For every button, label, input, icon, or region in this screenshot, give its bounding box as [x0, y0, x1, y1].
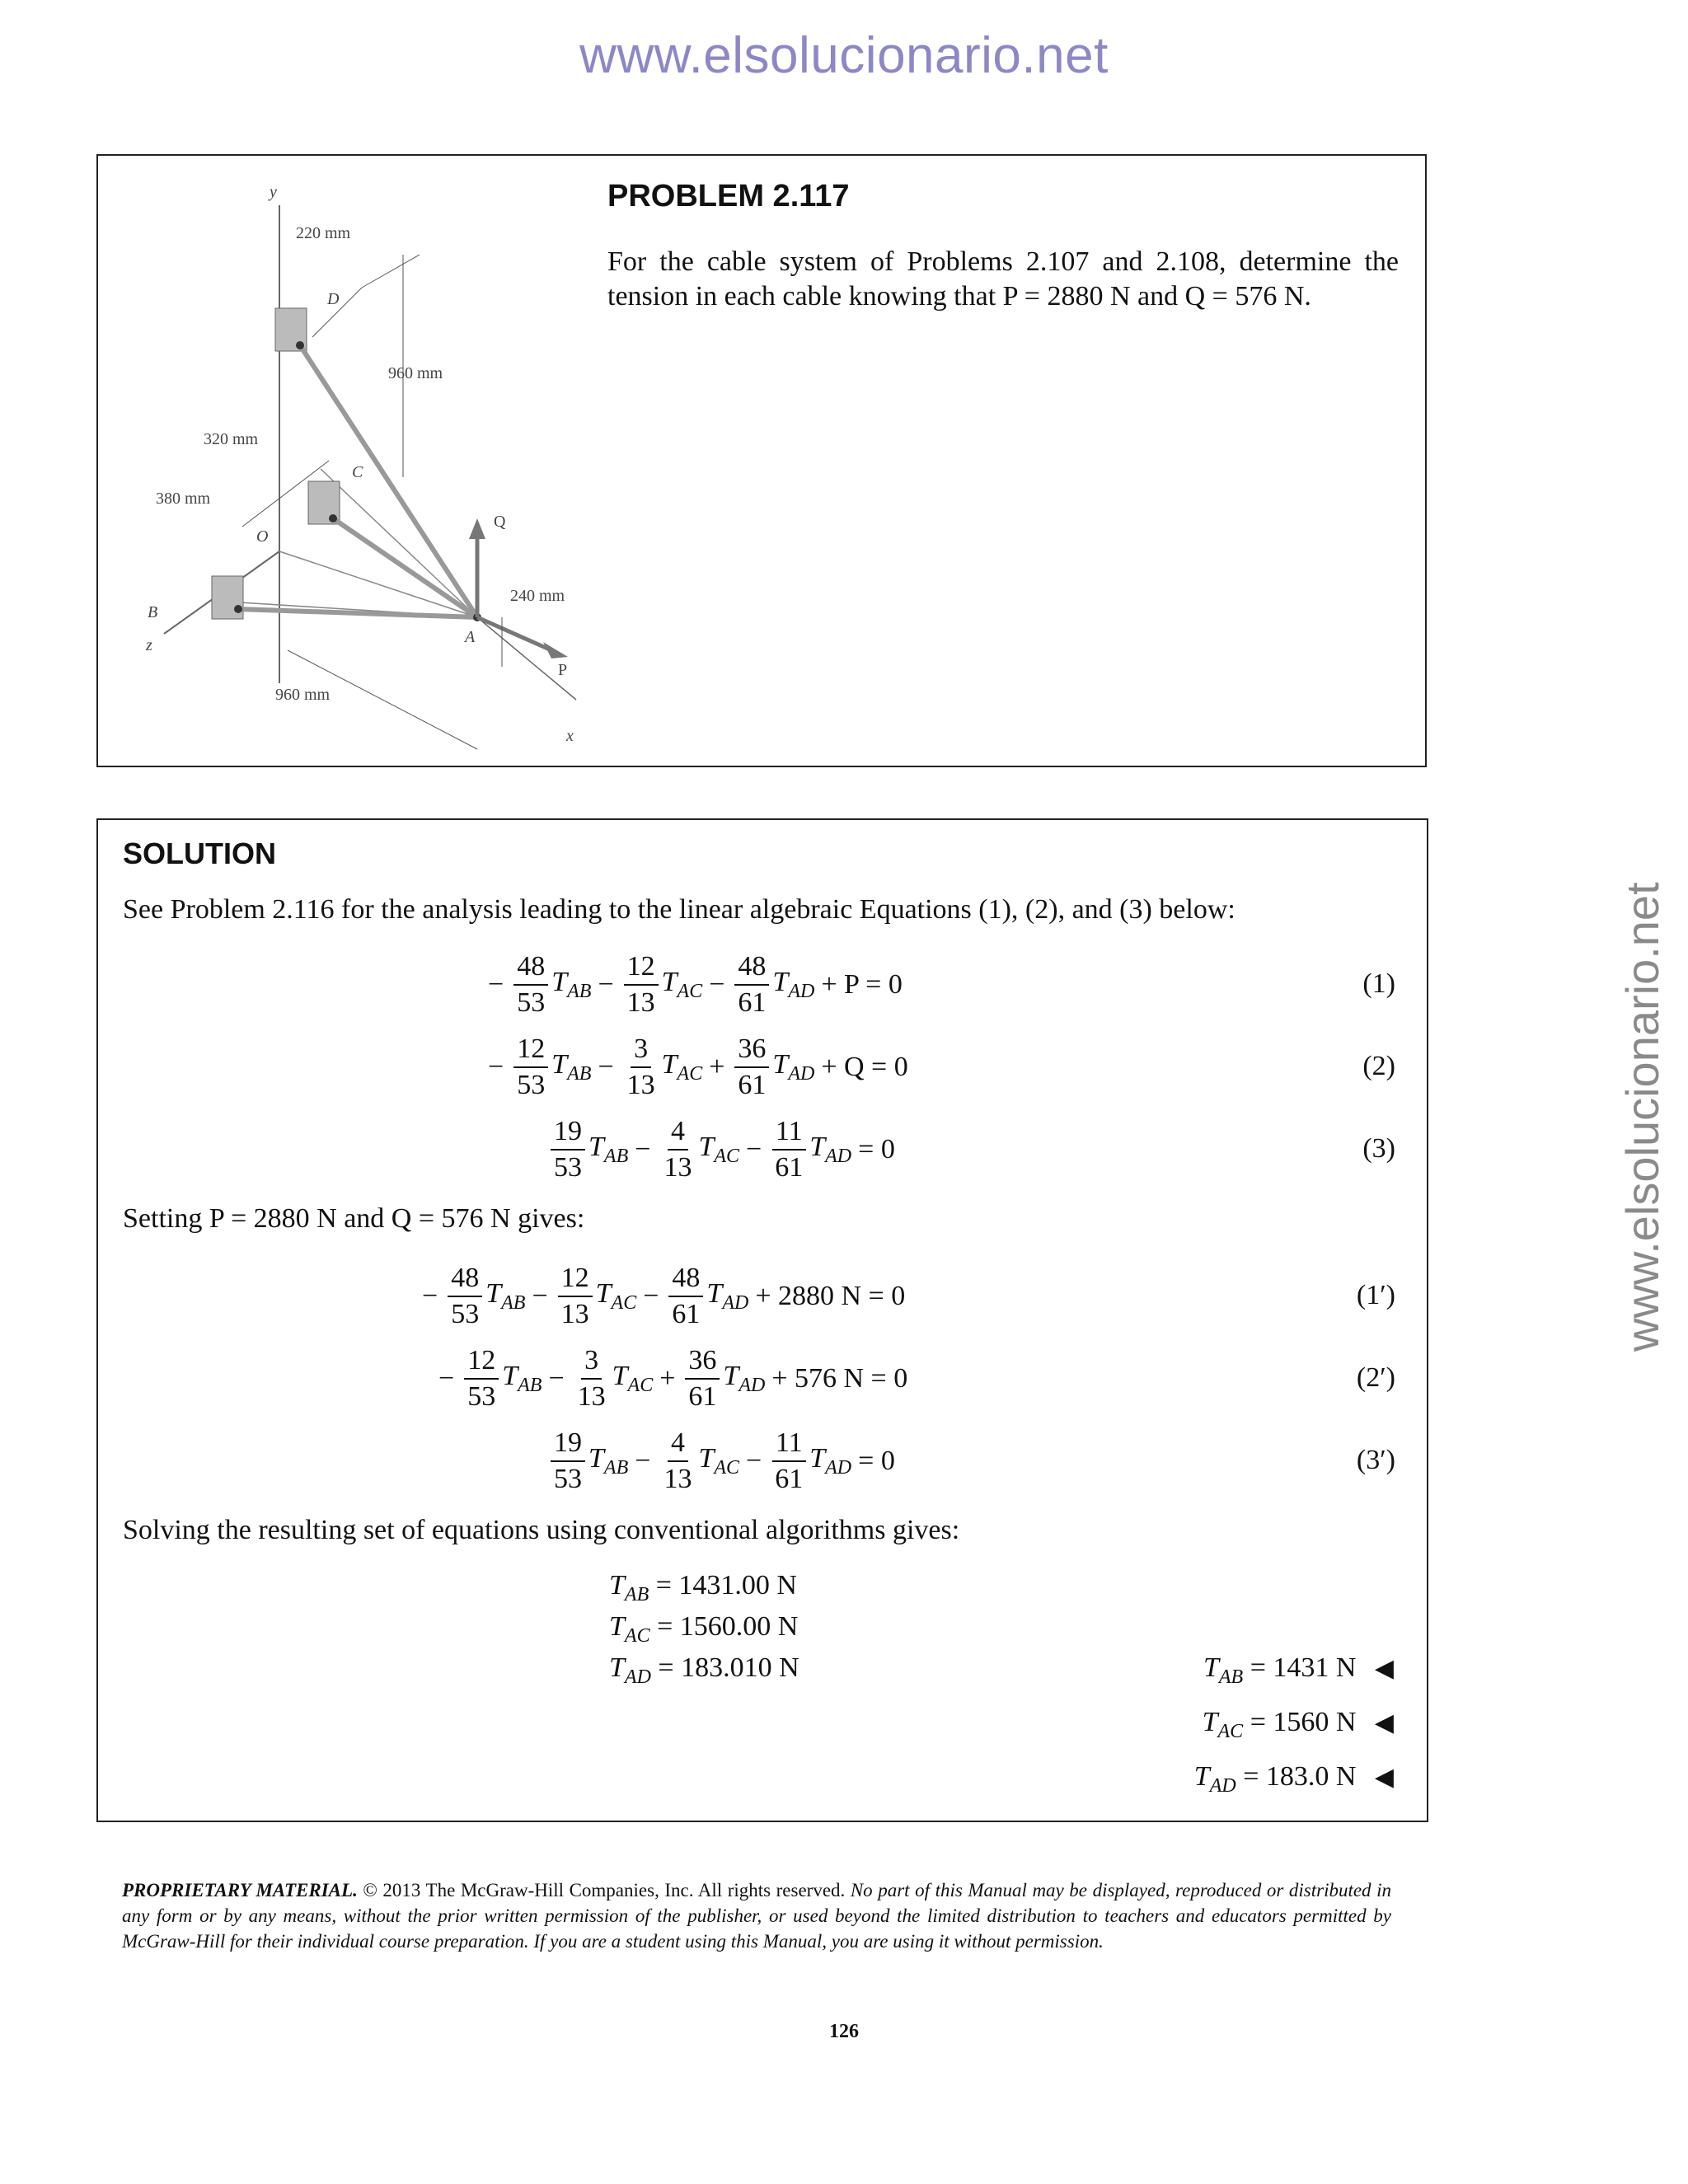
label-o: O — [256, 527, 269, 546]
equation-number: (1) — [1362, 968, 1395, 999]
equation-3-prime: $\frac{19}{53}$ $T_{AB}$ − $\frac{4}{13}$ $T_{AC}$ − $\frac{11}{61}$ $T_{AD}$ = 0 (3′) — [98, 1420, 1427, 1502]
label-z: z — [146, 636, 152, 654]
label-q: Q — [494, 513, 506, 531]
equation-1: − $\frac{48}{53}$ $T_{AB}$ − $\frac{12}{13}$ $T_{AC}$ − $\frac{48}{61}$ $T_{AD}$ + P = 0 (1) — [488, 951, 1395, 1018]
label-p: P — [558, 661, 568, 679]
copyright-notice: PROPRIETARY MATERIAL. © 2013 The McGraw-Hill Companies, Inc. All rights reserved. No part of this Manual may be displayed, reproduced or distributed in any form or by any means, without the prior written permission of the publisher, or used beyond the limited distribution to teachers and educators permitted by McGraw-Hill for their individual course preparation. If you are a student using this Manual, you are using it without permission. — [122, 1880, 1391, 1952]
label-b: B — [148, 603, 158, 621]
watermark-top[interactable]: www.elsolucionario.net — [579, 27, 1109, 84]
answer-tac: $T_{AC} = 1560$ N ◀ — [1202, 1707, 1394, 1742]
solving-text: Solving the resulting set of equations using conventional algorithms gives: — [123, 1515, 960, 1545]
equation-2-prime: − $\frac{12}{53}$ $T_{AB}$ − $\frac{3}{13}$ $T_{AC}$ + $\frac{36}{61}$ $T_{AD}$ + 576 N = 0 (2′) — [438, 1345, 1395, 1412]
label-x: x — [566, 727, 574, 745]
tension-ab: $T_{AB}$ — [551, 967, 592, 1002]
result-tad: $T_{AD} = 183.010$ N — [609, 1652, 799, 1688]
page-number: 126 — [829, 2021, 859, 2042]
result-tac: $T_{AC} = 1560.00$ N — [609, 1611, 799, 1647]
equation-1-prime: − $\frac{48}{53}$ $T_{AB}$ − $\frac{12}{13}$ $T_{AC}$ − $\frac{48}{61}$ $T_{AD}$ + 2880 N = 0 (1′) — [422, 1263, 1395, 1329]
answer-marker-icon: ◀ — [1374, 1655, 1394, 1682]
tension-ac: $T_{AC}$ — [661, 967, 703, 1002]
equation-3: $\frac{19}{53}$ $T_{AB}$ − $\frac{4}{13}$ $T_{AC}$ − $\frac{11}{61}$ $T_{AD}$ = 0 (3) — [98, 1108, 1427, 1191]
answer-marker-icon: ◀ — [1374, 1709, 1394, 1736]
solution-title: SOLUTION — [123, 837, 276, 870]
setting-text: Setting P = 2880 N and Q = 576 N gives: — [123, 1203, 585, 1234]
dim-220: 220 mm — [296, 224, 351, 242]
cable-system-figure — [131, 172, 675, 757]
watermark-side: www.elsolucionario.net — [1616, 882, 1668, 1352]
result-tab: $T_{AB} = 1431.00$ N — [609, 1570, 797, 1605]
label-d: D — [327, 290, 340, 308]
dim-960-vertical: 960 mm — [388, 364, 443, 382]
problem-statement: For the cable system of Problems 2.107 and 2.108, determine the tension in each cable knowing that P = 2880 N and Q = 576 N. — [607, 246, 1399, 312]
solution-intro: See Problem 2.116 for the analysis leading to the linear algebraic Equations (1), (2), and (3) below: — [123, 894, 1236, 925]
dim-380: 380 mm — [156, 490, 211, 508]
answer-tab: $T_{AB} = 1431$ N ◀ — [1203, 1652, 1394, 1688]
answer-marker-icon: ◀ — [1374, 1764, 1394, 1791]
dim-320: 320 mm — [204, 430, 259, 448]
solution-box — [96, 818, 1428, 1822]
dim-240: 240 mm — [510, 587, 565, 605]
dim-960-horizontal: 960 mm — [275, 686, 331, 704]
label-a: A — [465, 628, 476, 646]
equation-2: − $\frac{12}{53}$ $T_{AB}$ − $\frac{3}{13}$ $T_{AC}$ + $\frac{36}{61}$ $T_{AD}$ + Q = 0 (2) — [488, 1033, 1395, 1100]
problem-title: PROBLEM 2.117 — [607, 179, 850, 213]
label-c: C — [352, 463, 363, 481]
problem-box — [96, 154, 1427, 767]
label-y: y — [270, 183, 277, 201]
answer-tad: $T_{AD} = 183.0$ N ◀ — [1193, 1761, 1394, 1797]
tension-ad: $T_{AD}$ — [772, 967, 815, 1002]
